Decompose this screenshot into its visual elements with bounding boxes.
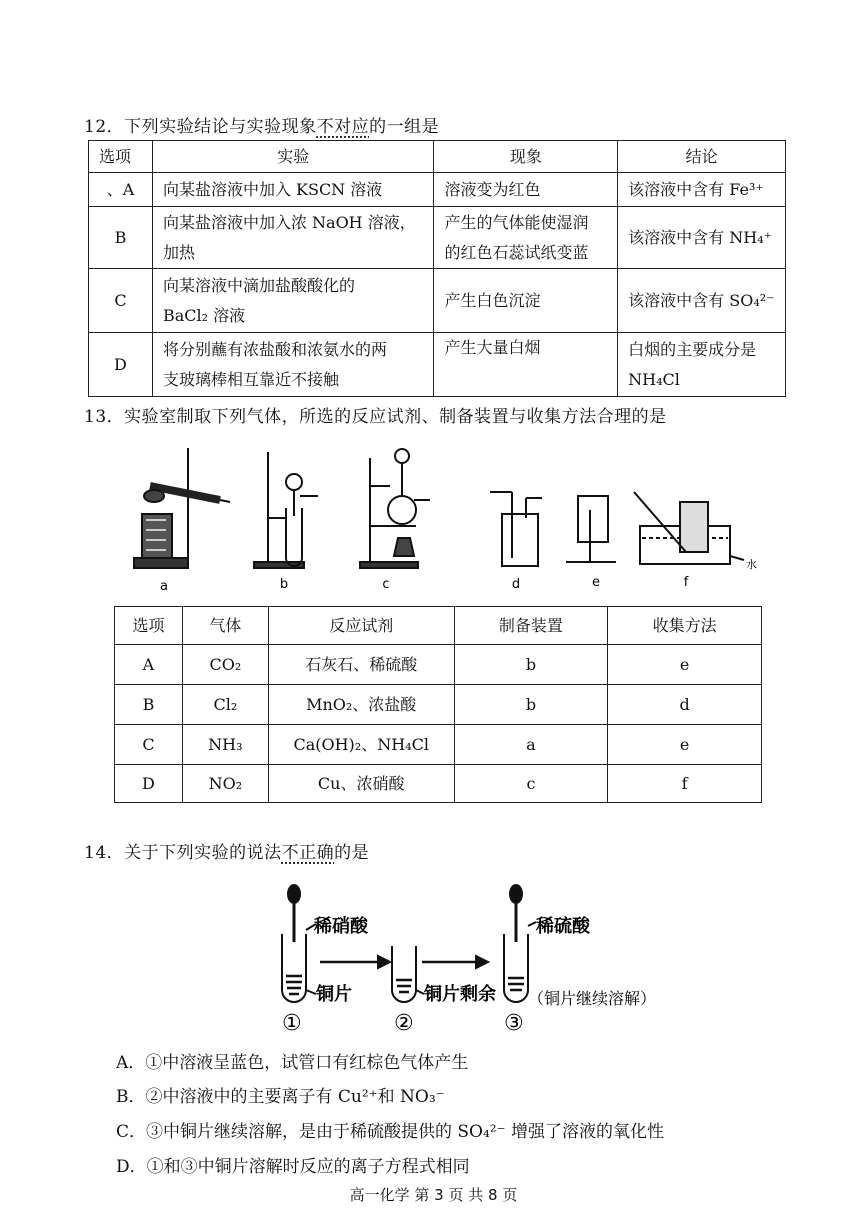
arrow-head-icon — [378, 956, 390, 968]
q13-cell: NH₃ — [182, 725, 268, 765]
q14-title-pre: 14．关于下列实验的说法 — [84, 843, 282, 863]
q12-header-conclusion: 结论 — [618, 141, 786, 173]
q12-header-phenomenon: 现象 — [434, 141, 618, 173]
q13-row-d — [115, 765, 762, 803]
q12-row-option: C — [89, 269, 153, 333]
q13-cell: NO₂ — [182, 765, 268, 803]
q12-row-experiment — [152, 269, 434, 333]
label-circle-3: ③ — [504, 1011, 524, 1036]
q12-row-experiment-line2: 加热 — [162, 242, 195, 262]
q13-cell: 石灰石、稀硫酸 — [268, 645, 454, 685]
q13-row-b — [115, 685, 762, 725]
q13-title: 13．实验室制取下列气体，所选的反应试剂、制备装置与收集方法合理的是 — [84, 407, 667, 427]
q14-option-b: B．②中溶液中的主要离子有 Cu²⁺和 NO₃⁻ — [116, 1087, 445, 1107]
q13-cell: d — [608, 685, 762, 725]
q13-cell: Cl₂ — [182, 685, 268, 725]
q12-row-experiment-line2: BaCl₂ 溶液 — [162, 305, 246, 325]
q13-apparatus-diagram — [120, 438, 780, 598]
q14-test-tube-diagram — [270, 880, 690, 1040]
q13-cell: e — [608, 645, 762, 685]
q13-cell: B — [115, 685, 183, 725]
q13-cell: f — [608, 765, 762, 803]
q13-cell: Cu、浓硝酸 — [268, 765, 454, 803]
q12-row-conclusion — [618, 333, 786, 397]
q13-cell: MnO₂、浓盐酸 — [268, 685, 454, 725]
apparatus-label-f: f — [683, 575, 689, 590]
label-copper-continues: （铜片继续溶解） — [528, 989, 657, 1008]
q13-header-collection: 收集方法 — [608, 607, 762, 645]
q12-header-option: 选项 — [89, 141, 153, 173]
q13-row-a — [115, 645, 762, 685]
q12-row-conclusion-line2: NH₄Cl — [628, 369, 680, 389]
q12-row-b — [89, 207, 786, 269]
q13-cell: a — [454, 725, 608, 765]
test-tube-3 — [504, 885, 536, 1002]
apparatus-label-c: c — [382, 577, 390, 592]
q12-title — [84, 112, 439, 137]
apparatus-label-a: a — [160, 579, 168, 594]
q12-row-option: 、A — [89, 173, 153, 207]
q12-row-option: D — [89, 333, 153, 397]
q14-option-a: A．①中溶液呈蓝色，试管口有红棕色气体产生 — [116, 1053, 469, 1073]
q13-header-row — [115, 607, 762, 645]
apparatus-d — [490, 492, 542, 566]
q12-row-phenomenon: 溶液变为红色 — [434, 173, 618, 207]
q12-row-conclusion-line1: 白烟的主要成分是 — [628, 339, 757, 359]
q13-cell: C — [115, 725, 183, 765]
q13-cell: CO₂ — [182, 645, 268, 685]
q13-cell: D — [115, 765, 183, 803]
q12-row-c — [89, 269, 786, 333]
q12-table — [88, 140, 786, 397]
apparatus-label-e: e — [592, 575, 600, 590]
q12-row-experiment: 向某盐溶液中加入 KSCN 溶液 — [152, 173, 434, 207]
q12-row-phenomenon: 产生大量白烟 — [434, 333, 618, 397]
q12-title-post: 的一组是 — [369, 117, 440, 137]
test-tube-2 — [392, 946, 424, 1002]
q13-header-apparatus: 制备装置 — [454, 607, 608, 645]
q13-header-gas: 气体 — [182, 607, 268, 645]
q12-row-phenomenon — [434, 207, 618, 269]
q13-header-reagents: 反应试剂 — [268, 607, 454, 645]
test-tube-1 — [282, 885, 316, 1002]
q12-row-conclusion: 该溶液中含有 Fe³⁺ — [618, 173, 786, 207]
q13-row-c — [115, 725, 762, 765]
q14-option-d: D．①和③中铜片溶解时反应的离子方程式相同 — [116, 1157, 470, 1177]
q12-header-row — [89, 141, 786, 173]
q12-row-experiment-line1: 将分别蘸有浓盐酸和浓氨水的两 — [162, 339, 387, 359]
q13-cell: b — [454, 645, 608, 685]
q14-option-c: C．③中铜片继续溶解，是由于稀硫酸提供的 SO₄²⁻ 增强了溶液的氧化性 — [116, 1122, 664, 1142]
apparatus-e — [566, 496, 616, 562]
q12-header-experiment: 实验 — [152, 141, 434, 173]
label-circle-2: ② — [394, 1011, 414, 1036]
q12-row-experiment — [152, 333, 434, 397]
q12-title-pre: 12．下列实验结论与实验现象 — [84, 117, 317, 137]
q12-row-experiment-line1: 向某溶液中滴加盐酸酸化的 — [162, 275, 355, 295]
q12-row-option: B — [89, 207, 153, 269]
q13-cell: e — [608, 725, 762, 765]
q14-title-post: 的是 — [334, 843, 370, 863]
arrow-head-icon — [476, 956, 488, 968]
label-copper-remaining: 铜片剩余 — [424, 984, 496, 1005]
q13-cell: A — [115, 645, 183, 685]
q13-cell: Ca(OH)₂、NH₄Cl — [268, 725, 454, 765]
apparatus-f — [634, 492, 744, 564]
label-dilute-nitric-acid: 稀硝酸 — [314, 916, 368, 937]
q12-row-d — [89, 333, 786, 397]
q12-row-phenomenon-line1: 产生的气体能使湿润 — [444, 212, 589, 232]
q14-title — [84, 838, 369, 863]
q12-row-phenomenon: 产生白色沉淀 — [434, 269, 618, 333]
q12-row-experiment-line2: 支玻璃棒相互靠近不接触 — [162, 369, 339, 389]
q14-title-emphasis: 不正确 — [281, 843, 335, 863]
q12-row-phenomenon-line2: 的红色石蕊试纸变蓝 — [444, 242, 589, 262]
q12-row-a — [89, 173, 786, 207]
page-footer: 高一化学 第 3 页 共 8 页 — [349, 1186, 518, 1204]
apparatus-label-d: d — [511, 577, 521, 592]
apparatus-b — [254, 452, 318, 568]
apparatus-c — [360, 449, 430, 568]
apparatus-water-label: 水 — [746, 558, 757, 571]
apparatus-a — [134, 448, 230, 568]
q12-row-experiment-line1: 向某盐溶液中加入浓 NaOH 溶液， — [162, 212, 416, 232]
label-copper: 铜片 — [316, 984, 352, 1005]
q13-cell: c — [454, 765, 608, 803]
q12-title-emphasis: 不对应 — [316, 117, 370, 137]
apparatus-label-b: b — [279, 577, 289, 592]
q13-cell: b — [454, 685, 608, 725]
q13-table — [114, 606, 762, 803]
q12-row-conclusion: 该溶液中含有 NH₄⁺ — [618, 207, 786, 269]
q13-header-option: 选项 — [115, 607, 183, 645]
label-dilute-sulfuric-acid: 稀硫酸 — [536, 916, 590, 937]
q12-row-experiment — [152, 207, 434, 269]
q12-row-conclusion: 该溶液中含有 SO₄²⁻ — [618, 269, 786, 333]
label-circle-1: ① — [282, 1011, 302, 1036]
